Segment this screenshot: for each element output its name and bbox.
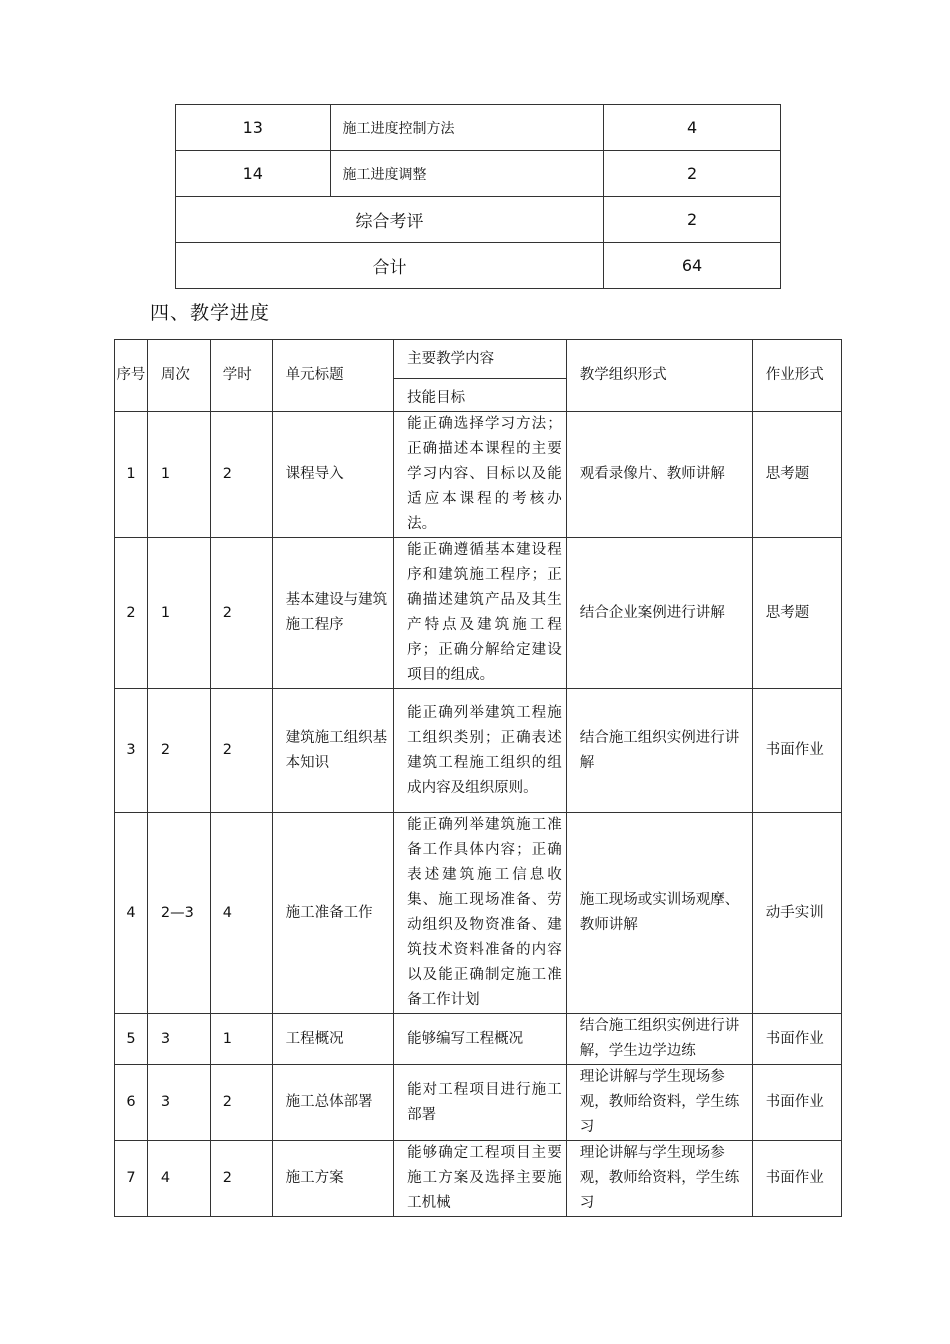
header-row xyxy=(115,340,842,379)
header-org: 教学组织形式 xyxy=(566,340,752,412)
row-skill: 能正确列举建筑工程施工组织类别；正确表述建筑工程施工组织的组成内容及组织原则。 xyxy=(394,689,567,813)
row-unit: 施工总体部署 xyxy=(272,1065,393,1141)
row-skill: 能正确遵循基本建设程序和建筑施工程序；正确描述建筑产品及其生产特点及建筑施工程序；正确分解给定建设项目的组成。 xyxy=(394,538,567,689)
row-seq: 3 xyxy=(115,689,148,813)
header-unit: 单元标题 xyxy=(272,340,393,412)
table-row xyxy=(176,197,781,243)
row-unit: 工程概况 xyxy=(272,1014,393,1065)
table-row xyxy=(115,689,842,813)
row-seq: 6 xyxy=(115,1065,148,1141)
row-unit: 课程导入 xyxy=(272,412,393,538)
table-row xyxy=(115,813,842,1014)
teaching-schedule-table xyxy=(114,339,842,1217)
row-homework: 书面作业 xyxy=(752,1014,841,1065)
row-week: 2—3 xyxy=(147,813,210,1014)
row-unit: 施工方案 xyxy=(272,1141,393,1217)
review-label: 综合考评 xyxy=(176,197,604,243)
unit-hours: 4 xyxy=(604,105,781,151)
row-seq: 1 xyxy=(115,412,148,538)
review-hours: 2 xyxy=(604,197,781,243)
row-skill: 能正确选择学习方法；正确描述本课程的主要学习内容、目标以及能适应本课程的考核办法。 xyxy=(394,412,567,538)
header-skill: 技能目标 xyxy=(394,379,567,412)
row-week: 1 xyxy=(147,538,210,689)
table-row xyxy=(115,1141,842,1217)
row-seq: 7 xyxy=(115,1141,148,1217)
table-row xyxy=(115,538,842,689)
row-week: 3 xyxy=(147,1065,210,1141)
total-label: 合计 xyxy=(176,243,604,289)
row-hours: 4 xyxy=(210,813,272,1014)
row-org: 理论讲解与学生现场参观，教师给资料，学生练习 xyxy=(566,1065,752,1141)
row-homework: 思考题 xyxy=(752,538,841,689)
unit-hours: 2 xyxy=(604,151,781,197)
header-seq: 序号 xyxy=(115,340,148,412)
row-skill: 能正确列举建筑施工准备工作具体内容；正确表述建筑施工信息收集、施工现场准备、劳动组织及物资准备、建筑技术资料准备的内容以及能正确制定施工准备工作计划 xyxy=(394,813,567,1014)
header-content: 主要教学内容 xyxy=(394,340,567,379)
row-hours: 2 xyxy=(210,689,272,813)
row-unit: 基本建设与建筑施工程序 xyxy=(272,538,393,689)
table-row xyxy=(115,412,842,538)
row-org: 结合施工组织实例进行讲解 xyxy=(566,689,752,813)
header-homework: 作业形式 xyxy=(752,340,841,412)
row-unit: 施工准备工作 xyxy=(272,813,393,1014)
table-row xyxy=(176,243,781,289)
unit-title: 施工进度调整 xyxy=(330,151,604,197)
row-hours: 2 xyxy=(210,1141,272,1217)
unit-number: 13 xyxy=(176,105,331,151)
section-heading: 四、教学进度 xyxy=(150,302,271,324)
row-week: 2 xyxy=(147,689,210,813)
row-org: 结合施工组织实例进行讲解，学生边学边练 xyxy=(566,1014,752,1065)
unit-number: 14 xyxy=(176,151,331,197)
row-seq: 5 xyxy=(115,1014,148,1065)
row-org: 施工现场或实训场观摩、教师讲解 xyxy=(566,813,752,1014)
row-week: 4 xyxy=(147,1141,210,1217)
header-hours: 学时 xyxy=(210,340,272,412)
row-seq: 4 xyxy=(115,813,148,1014)
row-org: 结合企业案例进行讲解 xyxy=(566,538,752,689)
table-row xyxy=(115,1014,842,1065)
row-org: 观看录像片、教师讲解 xyxy=(566,412,752,538)
row-homework: 书面作业 xyxy=(752,1065,841,1141)
row-hours: 2 xyxy=(210,1065,272,1141)
row-homework: 书面作业 xyxy=(752,1141,841,1217)
row-week: 3 xyxy=(147,1014,210,1065)
total-hours: 64 xyxy=(604,243,781,289)
row-skill: 能对工程项目进行施工部署 xyxy=(394,1065,567,1141)
table-row xyxy=(115,1065,842,1141)
row-hours: 2 xyxy=(210,412,272,538)
course-hours-table xyxy=(175,104,781,289)
row-org: 理论讲解与学生现场参观，教师给资料，学生练习 xyxy=(566,1141,752,1217)
table-row xyxy=(176,151,781,197)
table-row xyxy=(176,105,781,151)
row-skill: 能够编写工程概况 xyxy=(394,1014,567,1065)
row-skill: 能够确定工程项目主要施工方案及选择主要施工机械 xyxy=(394,1141,567,1217)
row-week: 1 xyxy=(147,412,210,538)
row-seq: 2 xyxy=(115,538,148,689)
header-week: 周次 xyxy=(147,340,210,412)
row-homework: 动手实训 xyxy=(752,813,841,1014)
row-homework: 思考题 xyxy=(752,412,841,538)
row-homework: 书面作业 xyxy=(752,689,841,813)
row-unit: 建筑施工组织基本知识 xyxy=(272,689,393,813)
row-hours: 2 xyxy=(210,538,272,689)
unit-title: 施工进度控制方法 xyxy=(330,105,604,151)
row-hours: 1 xyxy=(210,1014,272,1065)
